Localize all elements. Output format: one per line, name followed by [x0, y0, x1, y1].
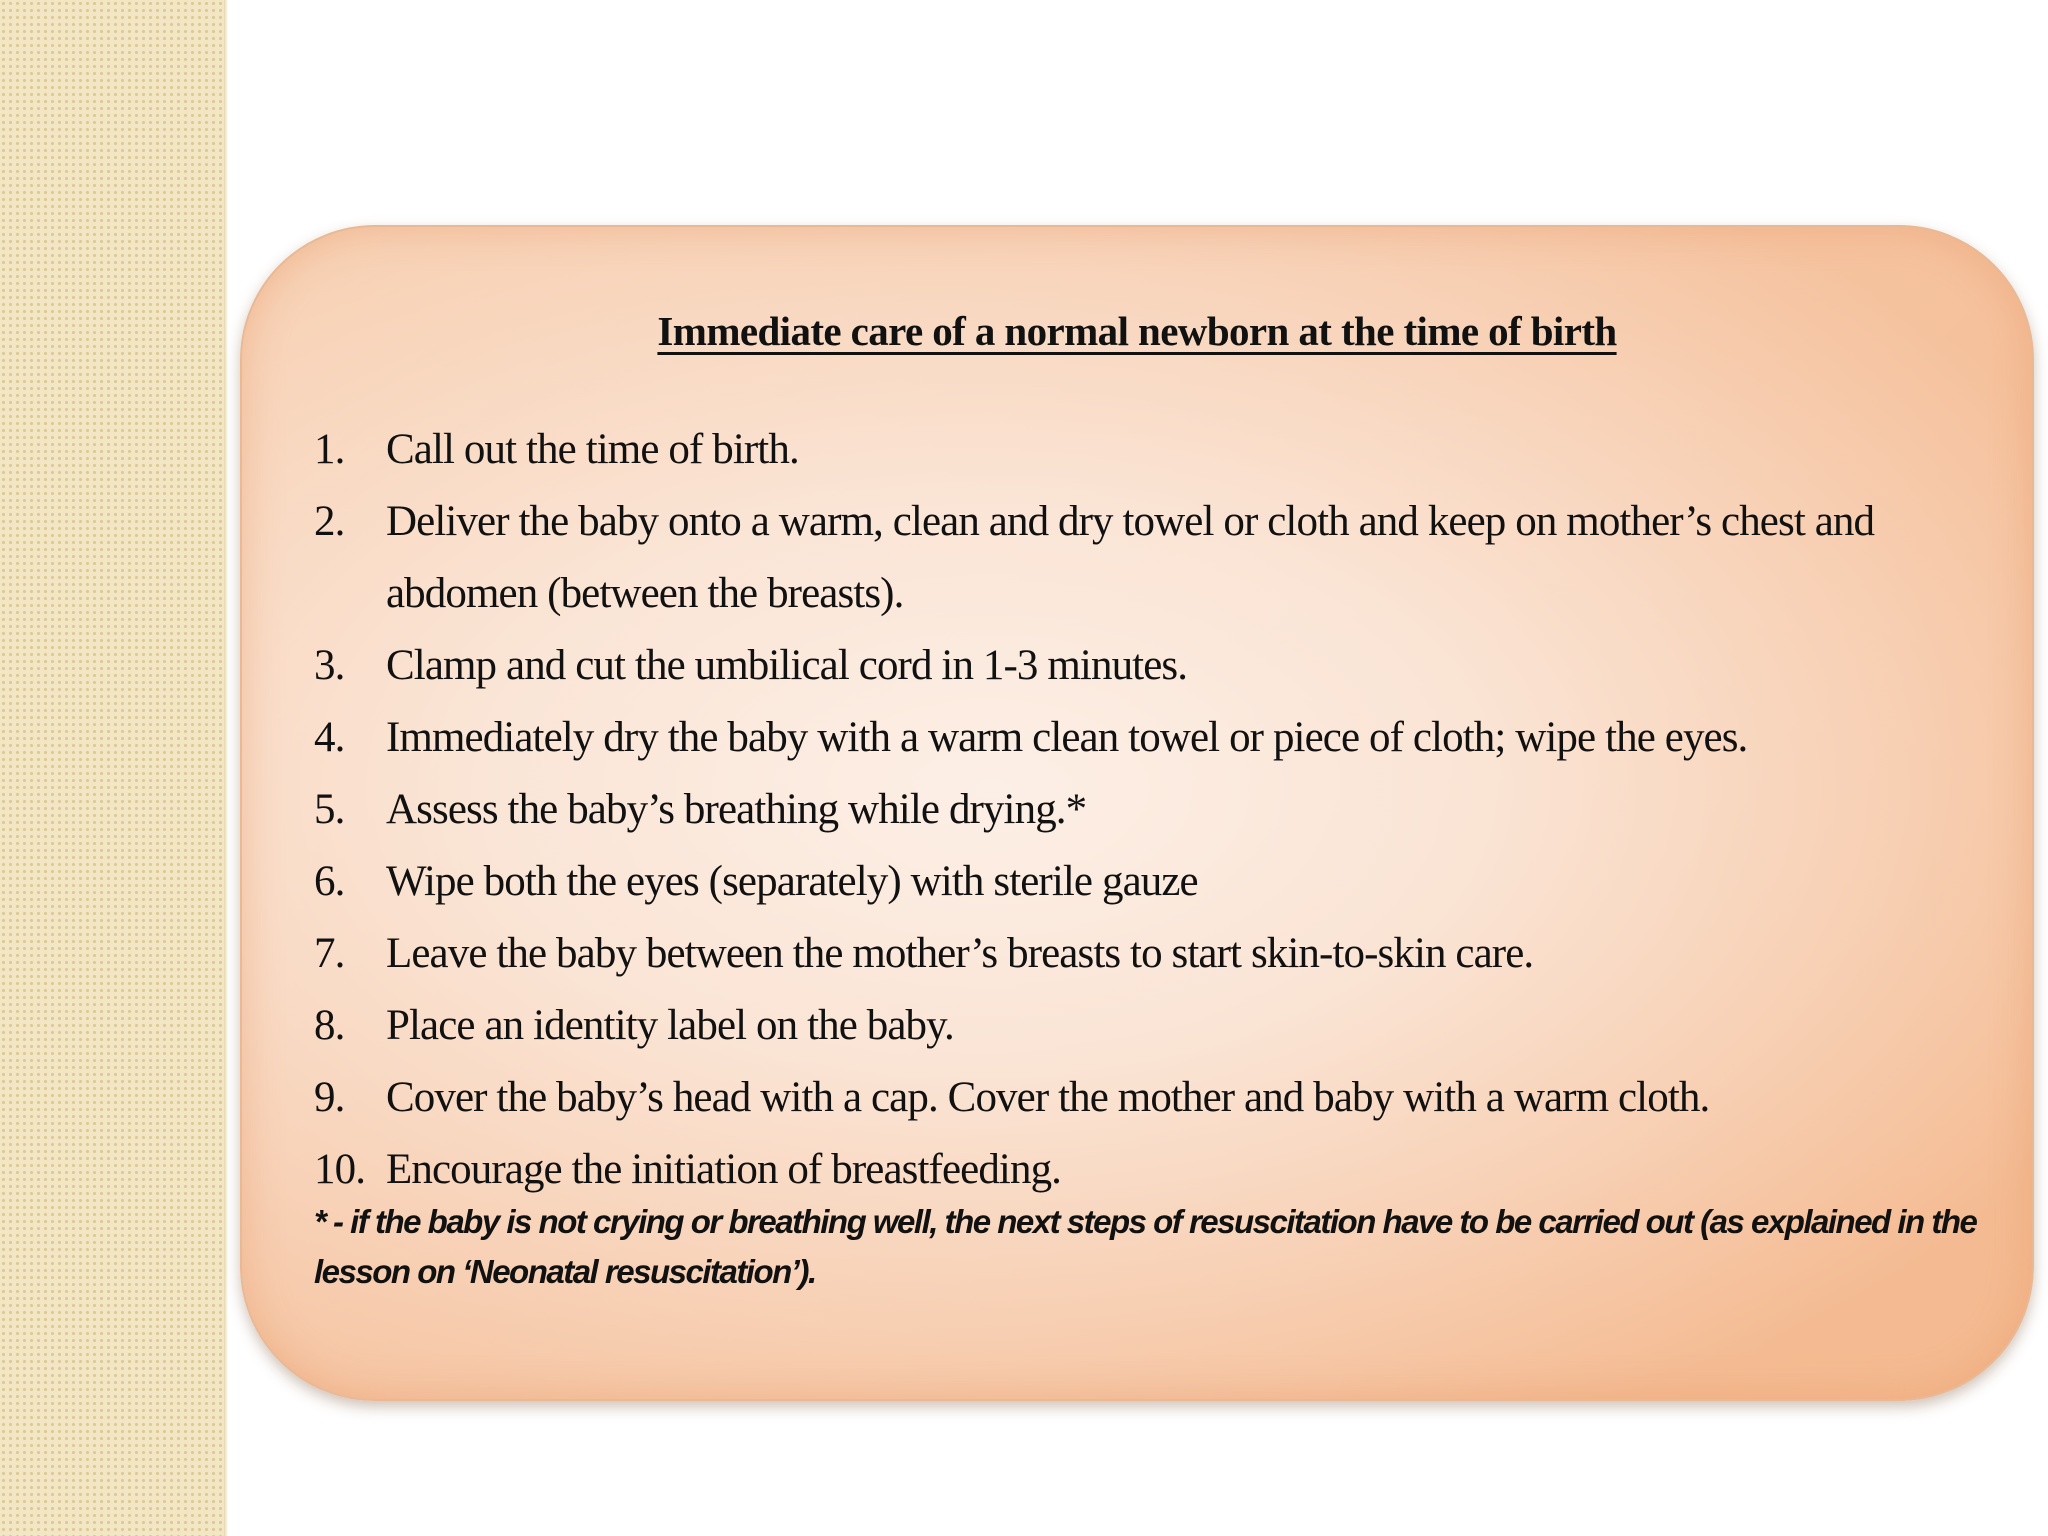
step-number: 3.	[314, 642, 345, 689]
step-text: Encourage the initiation of breastfeeding.	[386, 1146, 1062, 1193]
step-number: 7.	[314, 930, 345, 977]
step-text: Assess the baby’s breathing while drying.*	[386, 786, 1087, 833]
list-item	[314, 702, 1994, 774]
step-text: Call out the time of birth.	[386, 426, 799, 473]
side-strip-edge	[224, 0, 228, 1536]
step-number: 9.	[314, 1074, 345, 1121]
step-number: 10.	[314, 1146, 366, 1193]
step-text: Deliver the baby onto a warm, clean and dry towel or cloth and keep on mother’s chest and abdomen (between the breasts).	[386, 498, 1875, 617]
step-text: Place an identity label on the baby.	[386, 1002, 954, 1049]
step-text: Leave the baby between the mother’s breasts to start skin-to-skin care.	[386, 930, 1534, 977]
step-number: 2.	[314, 498, 345, 545]
step-number: 8.	[314, 1002, 345, 1049]
info-card	[240, 225, 2034, 1401]
step-number: 4.	[314, 714, 345, 761]
footnote: * - if the baby is not crying or breathing well, the next steps of resuscitation have to be carried out (as explained in the lesson on ‘Neonatal resuscitation’).	[314, 1203, 1977, 1290]
list-item	[314, 774, 1994, 846]
step-number: 1.	[314, 426, 345, 473]
decorative-side-strip	[0, 0, 226, 1536]
step-text: Wipe both the eyes (separately) with sterile gauze	[386, 858, 1198, 905]
list-item	[314, 918, 1994, 990]
card-title: Immediate care of a normal newborn at the time of birth	[657, 308, 1617, 354]
list-item	[314, 414, 1994, 486]
list-item	[314, 1134, 1994, 1206]
step-text: Immediately dry the baby with a warm clean towel or piece of cloth; wipe the eyes.	[386, 714, 1748, 761]
steps-list	[314, 414, 1994, 1206]
list-item	[314, 990, 1994, 1062]
step-text: Clamp and cut the umbilical cord in 1-3 minutes.	[386, 642, 1188, 689]
step-number: 5.	[314, 786, 345, 833]
step-text: Cover the baby’s head with a cap. Cover the mother and baby with a warm cloth.	[386, 1074, 1710, 1121]
list-item	[314, 846, 1994, 918]
list-item	[314, 486, 1994, 630]
step-number: 6.	[314, 858, 345, 905]
list-item	[314, 630, 1994, 702]
list-item	[314, 1062, 1994, 1134]
